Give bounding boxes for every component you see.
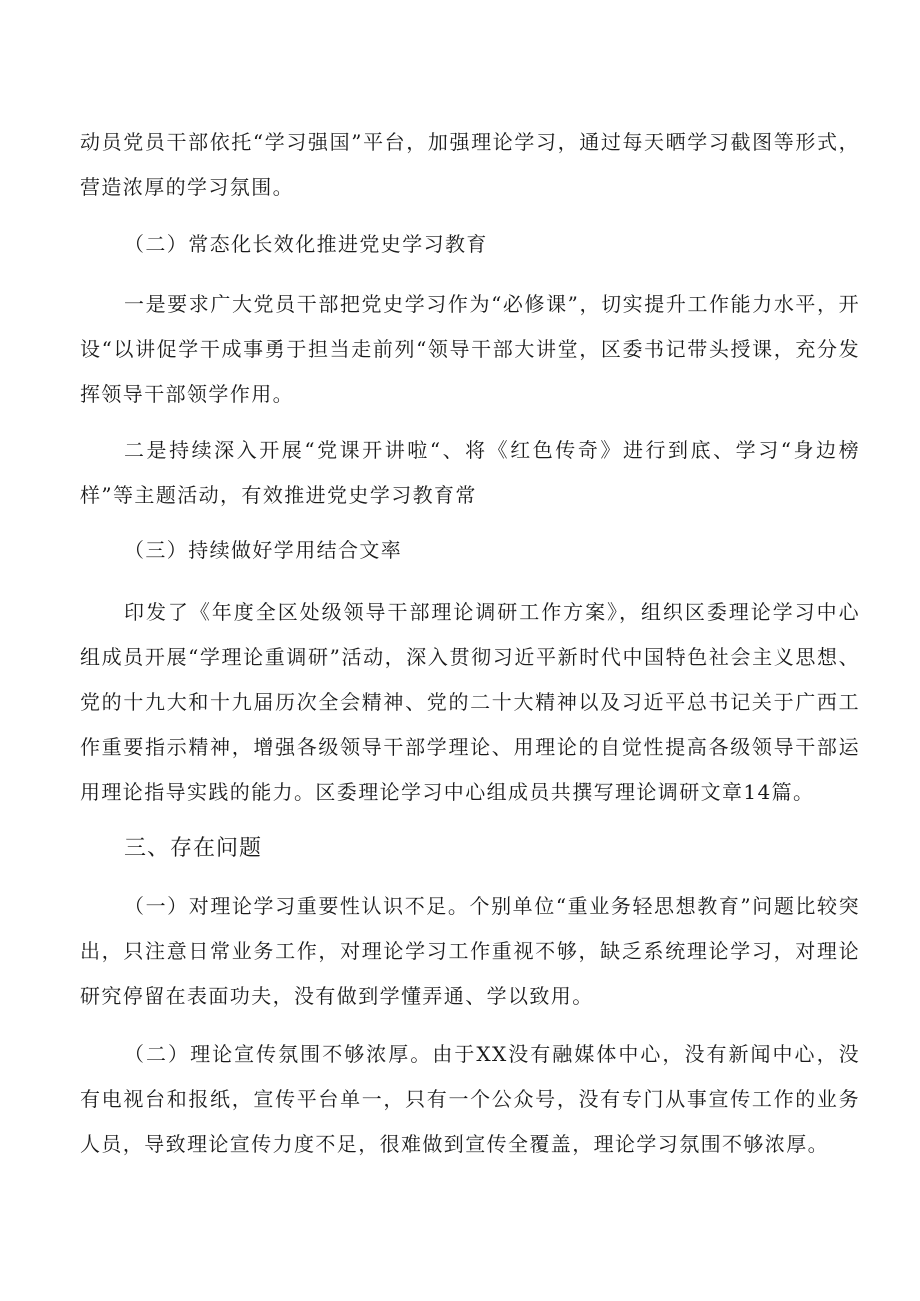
paragraph-study-platform: 动员党员干部依托“学习强国”平台，加强理论学习，通过每天晒学习截图等形式，营造浓厚的学习氛围。: [80, 130, 860, 199]
paragraph-research-plan: 印发了《年度全区处级领导干部理论调研工作方案》，组织区委理论学习中心组成员开展“学理论重调研”活动，深入贯彻习近平新时代中国特色社会主义思想、党的十九大和十九届历次全会精神、党的二十大精神以及习近平总书记关于广西工作重要指示精神，增强各级领导干部学理论、用理论的自觉性提高各级领导干部运用理论指导实践的能力。区委理论学习中心组成员共撰写理论调研文章14篇。: [80, 600, 860, 804]
paragraph-themed-activities: 二是持续深入开展“党课开讲啦“、将《红色传奇》进行到底、学习“身边榜样”等主题活动，有效推进党史学习教育常: [80, 438, 860, 507]
section-heading-problems: 三、存在问题: [124, 836, 263, 861]
subheading-study-application: （三）持续做好学用结合文率: [124, 538, 403, 562]
subheading-party-history: （二）常态化长效化推进党史学习教育: [124, 232, 488, 256]
paragraph-required-course: 一是要求广大党员干部把党史学习作为“必修课”，切实提升工作能力水平，开设“以讲促学干成事勇于担当走前列“领导干部大讲堂，区委书记带头授课，充分发挥领导干部领学作用。: [80, 292, 860, 406]
paragraph-problem-awareness: （一）对理论学习重要性认识不足。个别单位“重业务轻思想教育”问题比较突出，只注意日常业务工作，对理论学习工作重视不够，缺乏系统理论学习，对理论研究停留在表面功夫，没有做到学懂弄通、学以致用。: [80, 894, 860, 1008]
paragraph-problem-publicity: （二）理论宣传氛围不够浓厚。由于XX没有融媒体中心，没有新闻中心，没有电视台和报纸，宣传平台单一，只有一个公众号，没有专门从事宣传工作的业务人员，导致理论宣传力度不足，很难做到宣传全覆盖，理论学习氛围不够浓厚。: [80, 1042, 860, 1156]
